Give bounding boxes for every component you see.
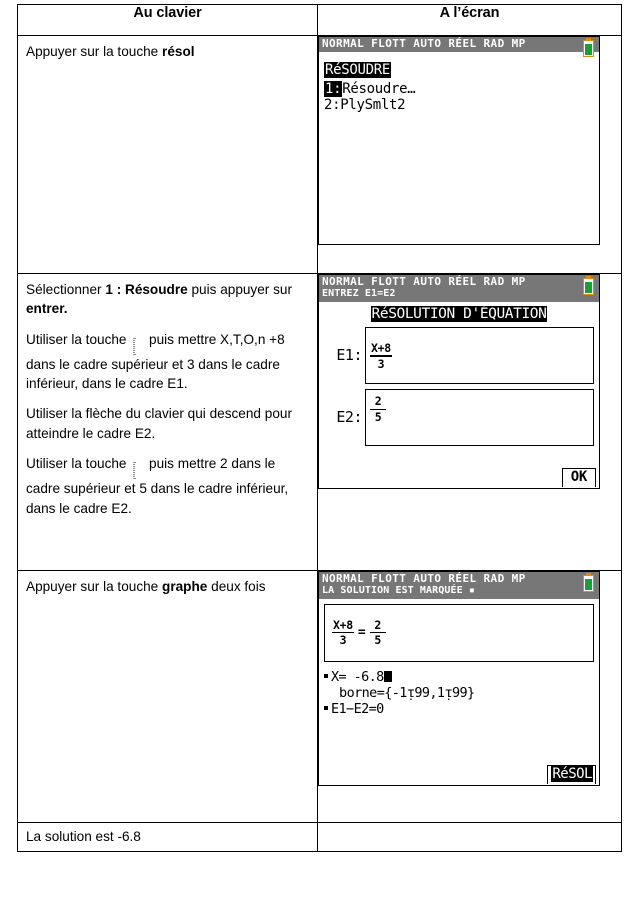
step2-p4-a: Utiliser la touche [26, 456, 131, 472]
status-line-2: LA SOLUTION EST MARQUÉE ▪ [322, 585, 476, 597]
equals-sign: = [357, 624, 366, 640]
step2-paragraph-4 [26, 454, 309, 518]
step1-key: résol [162, 44, 195, 59]
step2-p2-b: puis mettre X,T,O,n +8 dans le cadre supérieur et 3 dans le cadre inférieur, dans le cadre E1. [26, 331, 285, 392]
step3-suffix: deux fois [207, 579, 266, 594]
screen-3-body [319, 599, 599, 785]
table-row [18, 823, 622, 852]
ok-button[interactable]: OK [562, 468, 596, 486]
bullet-marker [324, 706, 328, 710]
calculator-screen-1 [318, 36, 600, 245]
status-line-1: NORMAL FLOTT AUTO RÉEL RAD MP [322, 37, 526, 50]
result-x-line [324, 669, 594, 685]
e1-fraction: $\frac{X+8}{3}$ [371, 341, 391, 371]
status-line-2: ENTREZ E1=E2 [322, 288, 396, 300]
result-diff-line [324, 701, 594, 717]
solved-equation [332, 619, 386, 647]
e2-label: E2: [336, 408, 362, 427]
step1-screen-cell [318, 36, 622, 274]
resol-button[interactable]: RéSOL [547, 765, 596, 783]
table-row [18, 36, 622, 274]
step2-instruction-cell [18, 274, 318, 571]
table-header-row [18, 5, 622, 36]
e2-row [324, 389, 594, 446]
equation-left-fraction: $\frac{X+8}{3}$ [333, 617, 353, 648]
step3-prefix: Appuyer sur la touche [26, 579, 163, 594]
resoudre-menu-title: RéSOUDRE [325, 62, 391, 79]
result-borne-line: borne={‑1ᴉ99,1ᴉ99} [324, 684, 475, 701]
column-header-keyboard: Au clavier [18, 5, 318, 36]
solution-text: La solution est -6.8 [26, 829, 141, 844]
equation-right-fraction: $\frac{2}{5}$ [370, 619, 386, 647]
step3-instruction-cell [18, 571, 318, 823]
result-diff-value: E1−E2=0 [331, 701, 384, 718]
status-bar-1 [319, 37, 599, 52]
step2-screen-cell [318, 274, 622, 571]
status-bar-3 [319, 572, 599, 599]
step3-text [18, 571, 317, 602]
step2-paragraph-2 [26, 330, 309, 394]
calculator-screen-3 [318, 571, 600, 786]
step2-text [18, 274, 317, 524]
calculator-screen-2 [318, 274, 600, 489]
solution-cell [18, 823, 318, 852]
table-row [18, 571, 622, 823]
step1-text [18, 36, 317, 67]
column-header-screen: A l’écran [318, 5, 622, 36]
step2-p1-a: Sélectionner [26, 282, 106, 297]
status-line-1: NORMAL FLOTT AUTO RÉEL RAD MP [322, 275, 526, 288]
equation-solver-title: RéSOLUTION D'ÉQUATION [371, 305, 547, 322]
screen-1-body [319, 52, 599, 244]
fraction-template-icon [133, 337, 142, 356]
step2-p1-c: puis appuyer sur [187, 282, 292, 297]
equation-display-box [324, 604, 594, 662]
menu-item-2[interactable]: 2:PlySmlt2 [324, 97, 406, 114]
fraction-template-icon [133, 461, 142, 480]
step1-prefix: Appuyer sur la touche [26, 44, 163, 59]
menu-item-1-key: 1: [325, 80, 342, 97]
step3-screen-cell [318, 571, 622, 823]
solution-text-wrap [18, 823, 317, 850]
menu-item-1[interactable] [324, 81, 594, 97]
battery-icon [583, 575, 594, 592]
status-bar-2 [319, 275, 599, 302]
battery-icon [583, 278, 594, 295]
status-line-1: NORMAL FLOTT AUTO RÉEL RAD MP [322, 572, 526, 585]
step1-instruction-cell [18, 36, 318, 274]
step2-p1-menu: 1 : Résoudre [105, 282, 188, 297]
step2-p1-enter: entrer. [26, 301, 68, 317]
e1-row [324, 327, 594, 384]
step3-key: graphe [162, 579, 208, 594]
screen-2-body [319, 302, 599, 488]
result-x-value: X= ‑6.8 [331, 668, 384, 685]
e2-input[interactable] [365, 389, 594, 446]
step2-p2-a: Utiliser la touche [26, 331, 131, 347]
step2-paragraph-3: Utiliser la flèche du clavier qui descend pour atteindre le cadre E2. [26, 406, 292, 441]
e2-fraction: $\frac{2}{5}$ [370, 395, 386, 423]
e1-label: E1: [336, 346, 362, 365]
step2-paragraph-1 [26, 280, 309, 319]
text-cursor [384, 671, 392, 682]
e1-input[interactable] [365, 327, 594, 384]
step2-p4-b: puis mettre 2 dans le cadre supérieur et 5 dans le cadre inférieur, dans le cadre E2. [26, 456, 289, 516]
table-row [18, 274, 622, 571]
menu-item-1-label: Résoudre… [342, 80, 416, 97]
procedure-table [17, 4, 622, 852]
bullet-marker [324, 674, 328, 678]
solution-screen-cell-empty [318, 823, 622, 852]
